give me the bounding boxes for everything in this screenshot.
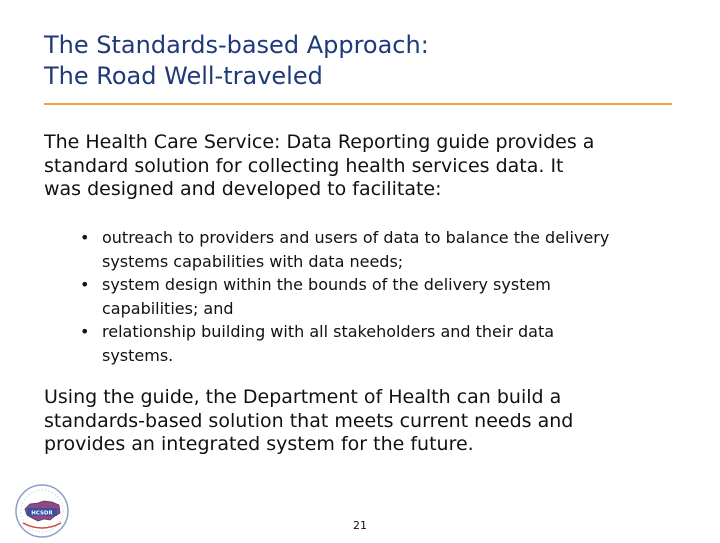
seal-logo-icon xyxy=(14,483,70,539)
bullet-icon: • xyxy=(80,322,90,341)
intro-line: standard solution for collecting health services data. It xyxy=(44,154,564,177)
closing-line: standards-based solution that meets current needs and xyxy=(44,409,574,432)
title-divider xyxy=(44,103,672,105)
slide-title-line: The Road Well-traveled xyxy=(44,62,323,90)
intro-line: was designed and developed to facilitate: xyxy=(44,178,442,200)
closing-paragraph xyxy=(44,386,684,457)
bullet-line: capabilities; and xyxy=(102,298,234,318)
slide-title xyxy=(44,30,684,92)
bullet-line: outreach to providers and users of data to balance the delivery xyxy=(102,228,610,247)
bullet-line: systems capabilities with data needs; xyxy=(102,251,404,271)
bullet-line: systems. xyxy=(102,345,174,365)
intro-paragraph xyxy=(44,131,684,202)
page-number: 21 xyxy=(353,519,367,532)
closing-line: provides an integrated system for the future. xyxy=(44,433,474,455)
intro-line: The Health Care Service: Data Reporting guide provides a xyxy=(44,131,595,153)
bullet-line: system design within the bounds of the delivery system xyxy=(102,275,551,294)
bullet-item xyxy=(78,226,688,273)
closing-line: Using the guide, the Department of Health can build a xyxy=(44,386,562,408)
bullet-line: relationship building with all stakeholders and their data xyxy=(102,322,555,341)
bullet-item xyxy=(78,320,688,367)
svg-text:HCSDR: HCSDR xyxy=(31,510,53,517)
bullet-icon: • xyxy=(80,275,90,294)
bullet-list xyxy=(78,226,688,367)
slide-title-line: The Standards-based Approach: xyxy=(44,31,429,59)
bullet-item xyxy=(78,273,688,320)
bullet-icon: • xyxy=(80,228,90,247)
